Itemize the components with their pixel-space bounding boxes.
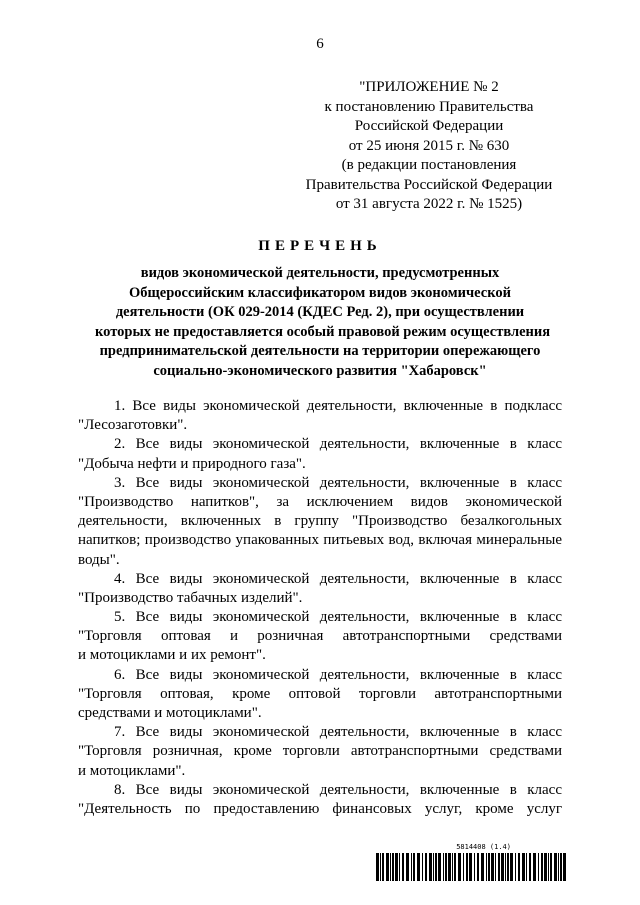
subtitle-line: социально-экономического развития "Хабаровск"	[153, 362, 487, 379]
list-item	[78, 435, 562, 473]
subtitle-line: которых не предоставляется особый правовой режим осуществления	[95, 323, 551, 340]
item-line: 8. Все виды экономической деятельности, включенные в класс	[114, 781, 562, 798]
item-line: 2. Все виды экономической деятельности, включенные в класс	[114, 436, 562, 453]
list-item	[78, 666, 562, 724]
approval-line: от 25 июня 2015 г. № 630	[348, 137, 510, 154]
approval-line: (в редакции постановления	[341, 157, 517, 173]
item-line: "Торговля оптовая, кроме оптовой торговли автотранспортными	[78, 685, 562, 702]
item-line: "Добыча нефти и природного газа".	[78, 455, 306, 472]
item-line: 4. Все виды экономической деятельности, включенные в класс	[114, 570, 562, 587]
document-subtitle	[95, 264, 551, 381]
list-item	[78, 781, 562, 819]
item-line: "Деятельность по предоставлению финансовых услуг, кроме услуг	[78, 800, 562, 817]
list-item	[78, 570, 562, 608]
item-line: 7. Все виды экономической деятельности, включенные в класс	[114, 724, 562, 741]
item-line: 5. Все виды экономической деятельности, включенные в класс	[114, 609, 562, 626]
item-line: и мотоциклами и их ремонт".	[78, 647, 266, 664]
item-line: и мотоциклами".	[78, 762, 186, 779]
subtitle-line: деятельности (ОК 029-2014 (КДЕС Ред. 2), при осуществлении	[115, 304, 525, 320]
item-line: деятельности, включенных в группу "Производство безалкогольных	[78, 513, 562, 530]
item-line: "Торговля оптовая и розничная автотранспортными средствами	[78, 628, 562, 645]
barcode	[376, 842, 566, 881]
barcode-icon	[376, 853, 566, 881]
page-number: 6	[316, 36, 324, 52]
items-list	[78, 397, 562, 819]
item-line: "Торговля розничная, кроме торговли автотранспортными средствами	[78, 743, 562, 760]
list-item	[78, 474, 562, 570]
approval-line: от 31 августа 2022 г. № 1525)	[335, 196, 523, 212]
subtitle-line: предпринимательской деятельности на территории опережающего	[99, 343, 541, 359]
list-item	[78, 723, 562, 781]
approval-line: Правительства Российской Федерации	[305, 176, 553, 193]
item-line: "Производство табачных изделий".	[78, 589, 303, 606]
item-line: средствами и мотоциклами".	[78, 705, 262, 721]
approval-line: Российской Федерации	[354, 118, 504, 134]
approval-line: "ПРИЛОЖЕНИЕ № 2	[359, 79, 499, 95]
approval-block	[300, 78, 558, 215]
item-line: "Лесозаготовки".	[78, 417, 188, 434]
subtitle-line: видов экономической деятельности, предусмотренных	[140, 265, 500, 281]
item-line: напитков; производство упакованных питьевых вод, включая минеральные	[78, 532, 562, 549]
item-line: 1. Все виды экономической деятельности, включенные в подкласс	[114, 398, 562, 414]
item-line: воды".	[78, 551, 120, 568]
document-title: ПЕРЕЧЕНЬ	[258, 238, 382, 254]
list-item	[78, 397, 562, 435]
item-line: "Производство напитков", за исключением видов экономической	[78, 493, 562, 510]
item-line: 3. Все виды экономической деятельности, включенные в класс	[114, 474, 562, 491]
subtitle-line: Общероссийским классификатором видов экономической	[129, 284, 511, 301]
barcode-text: 5814408 (1.4)	[456, 843, 511, 851]
item-line: 6. Все виды экономической деятельности, включенные в класс	[114, 666, 562, 683]
approval-line: к постановлению Правительства	[324, 98, 534, 115]
list-item	[78, 608, 562, 666]
